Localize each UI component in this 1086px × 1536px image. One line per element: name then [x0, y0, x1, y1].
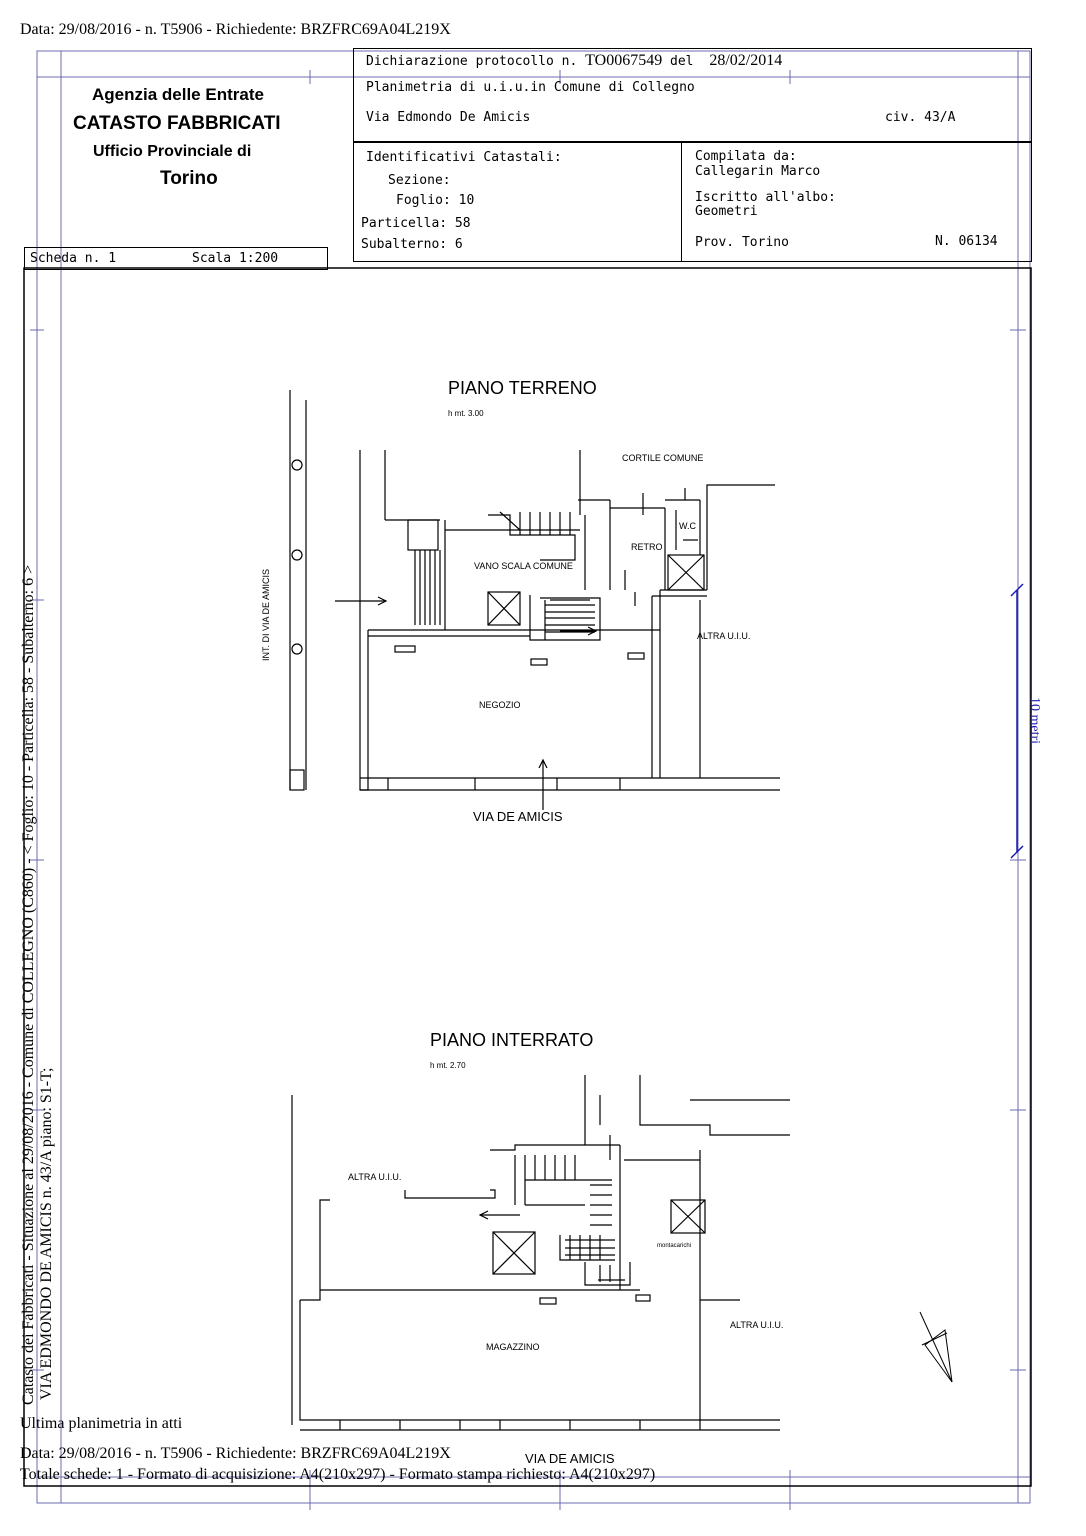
cortile-label: CORTILE COMUNE: [622, 453, 704, 463]
side-address-info: VIA EDMONDO DE AMICIS n. 43/A piano: S1-T;: [38, 1067, 55, 1400]
basement-plan: [292, 1075, 790, 1430]
drawing-frame: [24, 268, 1031, 1486]
basement-title: PIANO INTERRATO: [430, 1030, 594, 1050]
basement-height: h mt. 2.70: [430, 1061, 466, 1070]
compiler-label: Compilata da:: [695, 149, 797, 164]
registration-number: N. 06134: [935, 234, 998, 249]
albo-value: Geometri: [695, 204, 758, 219]
foglio-label: Foglio: 10: [396, 193, 475, 208]
albo-label: Iscritto all'albo:: [695, 190, 836, 205]
declaration-number: TO0067549: [585, 52, 663, 69]
side-cadastral-info: Catasto dei Fabbricati - Situazione al 29/08/2016 - Comune di COLLEGNO (C860) - < Foglio: 10 - Particella: 58 - Subalterno: 6 >: [20, 564, 37, 1405]
retro-label: RETRO: [631, 542, 663, 552]
ground-street-label: VIA DE AMICIS: [473, 809, 563, 824]
declaration-prefix: Dichiarazione protocollo n.: [366, 54, 578, 69]
montacarichi-label: montacarichi: [657, 1243, 692, 1249]
declaration-date: 28/02/2014: [709, 52, 783, 69]
print-header: Data: 29/08/2016 - n. T5906 - Richiedente: BRZFRC69A04L219X: [20, 21, 451, 38]
office-label: Ufficio Provinciale di: [93, 143, 252, 160]
province-label: Prov. Torino: [695, 235, 789, 250]
compiler-name: Callegarin Marco: [695, 164, 821, 179]
scale-bar-label: 10 metri: [1027, 697, 1042, 745]
sezione-label: Sezione:: [388, 173, 451, 188]
scale-label: Scala 1:200: [192, 251, 279, 266]
ground-floor-plan: [290, 390, 780, 810]
basement-street-label: VIA DE AMICIS: [525, 1451, 615, 1466]
declaration-line: [366, 52, 782, 70]
scheda-label: Scheda n. 1: [30, 251, 117, 266]
identifiers-divider: [681, 142, 682, 262]
ground-floor-title: PIANO TERRENO: [448, 378, 597, 398]
int-via-label: INT. DI VIA DE AMICIS: [261, 568, 271, 661]
ground-altra-label: ALTRA U.I.U.: [697, 631, 751, 641]
scale-bar: [1011, 584, 1023, 858]
subalterno-label: Subalterno: 6: [361, 237, 463, 252]
particella-label: Particella: 58: [361, 216, 471, 231]
plan-line: Planimetria di u.i.u.in Comune di Collegno: [366, 80, 695, 95]
street-address: Via Edmondo De Amicis: [366, 110, 531, 125]
agency-name: Agenzia delle Entrate: [92, 85, 264, 104]
basement-altra-left: ALTRA U.I.U.: [348, 1172, 402, 1182]
catasto-title: CATASTO FABBRICATI: [73, 113, 281, 134]
civic-number: civ. 43/A: [885, 110, 956, 125]
footer-totale: Totale schede: 1 - Formato di acquisizione: A4(210x297) - Formato stampa richiesto: A4(210x297): [20, 1466, 656, 1483]
magazzino-label: MAGAZZINO: [486, 1342, 540, 1352]
wc-label: W.C: [679, 521, 696, 531]
negozio-label: NEGOZIO: [479, 700, 521, 710]
vano-scala-label: VANO SCALA COMUNE: [474, 561, 573, 571]
north-arrow-icon: [920, 1312, 952, 1382]
ground-floor-height: h mt. 3.00: [448, 409, 484, 418]
basement-altra-right: ALTRA U.I.U.: [730, 1320, 784, 1330]
ultima-planimetria: Ultima planimetria in atti: [20, 1415, 183, 1432]
declaration-del: del: [670, 54, 694, 69]
office-city: Torino: [160, 168, 218, 189]
identifiers-heading: Identificativi Catastali:: [366, 150, 562, 165]
footer-data: Data: 29/08/2016 - n. T5906 - Richiedente: BRZFRC69A04L219X: [20, 1445, 451, 1462]
